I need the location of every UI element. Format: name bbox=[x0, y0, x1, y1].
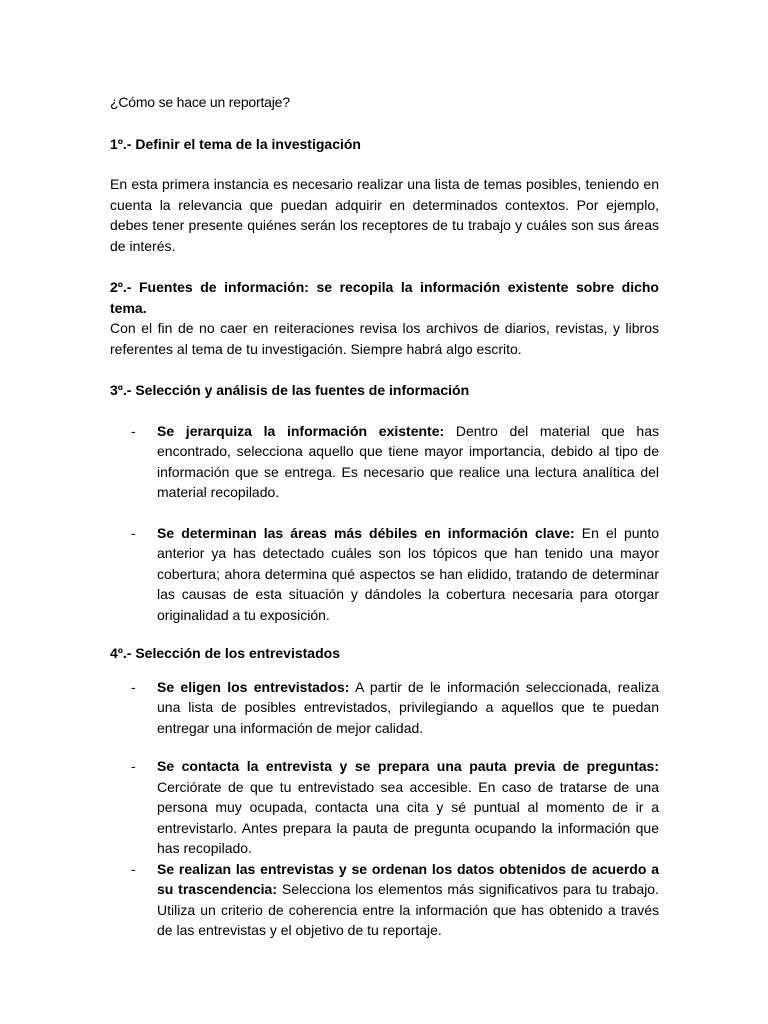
list-item-bold: Se jerarquiza la información existente: bbox=[157, 422, 445, 439]
list-item-bold: Se realizan las entrevistas y se ordenan los datos obtenidos de acuerdo a su trascendencia: bbox=[157, 860, 659, 897]
list-item-text: A partir de le información seleccionada, realiza una lista de posibles entrevistados, privilegiando a aquellos que te puedan entregar una información de mejor calidad. bbox=[157, 678, 659, 736]
document-title: ¿Cómo se hace un reportaje? bbox=[110, 94, 290, 110]
step1-heading: 1º.- Definir el tema de la investigación bbox=[110, 135, 361, 152]
list-item-bold: Se determinan las áreas más débiles en información clave: bbox=[157, 524, 575, 541]
list-item bbox=[110, 859, 659, 941]
step2-section bbox=[110, 277, 659, 359]
list-item-text: Cerciórate de que tu entrevistado sea accesible. En caso de tratarse de una persona muy ocupada, contacta una cita y sé puntual al momento de ir a entrevistarlo. Antes prepara la pauta de pregunta ocupando la información que has recopilado. bbox=[157, 778, 659, 856]
list-item bbox=[110, 677, 659, 739]
list-item bbox=[110, 421, 659, 503]
dash-bullet: - bbox=[131, 860, 136, 877]
list-item-bold: Se eligen los entrevistados: bbox=[157, 678, 350, 695]
list-item bbox=[110, 756, 659, 859]
dash-bullet: - bbox=[131, 758, 136, 774]
step2-heading: 2º.- Fuentes de información: se recopila la información existente sobre dicho tema. bbox=[110, 279, 659, 316]
document-page bbox=[110, 92, 659, 941]
list-item-text: Selecciona los elementos más significativos para tu trabajo. Utiliza un criterio de coherencia entre la información que has obtenido a través de las entrevistas y el objetivo de tu reportaje. bbox=[157, 881, 659, 938]
dash-bullet: - bbox=[131, 524, 136, 541]
list-item-bold: Se contacta la entrevista y se prepara una pauta previa de preguntas: bbox=[157, 758, 659, 774]
list-item-text: Dentro del material que has encontrado, selecciona aquello que tiene mayor importancia, debido al tipo de información que se entrega. Es necesario que realice una lectura analítica del material recopilado. bbox=[157, 422, 659, 500]
dash-bullet: - bbox=[131, 422, 136, 439]
step1-paragraph: En esta primera instancia es necesario realizar una lista de temas posibles, teniendo en cuenta la relevancia que puedan adquirir en determinados contextos. Por ejemplo, debes tener presente quiénes serán los receptores de tu trabajo y cuáles son sus áreas de interés. bbox=[110, 176, 659, 254]
step2-paragraph: Con el fin de no caer en reiteraciones revisa los archivos de diarios, revistas, y libros referentes al tema de tu investigación. Siempre habrá algo escrito. bbox=[110, 320, 659, 357]
step3-list bbox=[110, 421, 659, 626]
step4-list bbox=[110, 677, 659, 941]
step3-heading: 3º.- Selección y análisis de las fuentes de información bbox=[110, 382, 470, 398]
list-item-text: En el punto anterior ya has detectado cuáles son los tópicos que han tenido una mayor cobertura; ahora determina qué aspectos se han elidido, tratando de determinar las causas de esta situación y dándoles la cobertura necesaria para otorgar originalidad a tu exposición. bbox=[157, 524, 659, 623]
list-item bbox=[110, 523, 659, 626]
dash-bullet: - bbox=[131, 678, 136, 695]
step4-heading: 4º.- Selección de los entrevistados bbox=[110, 645, 340, 661]
